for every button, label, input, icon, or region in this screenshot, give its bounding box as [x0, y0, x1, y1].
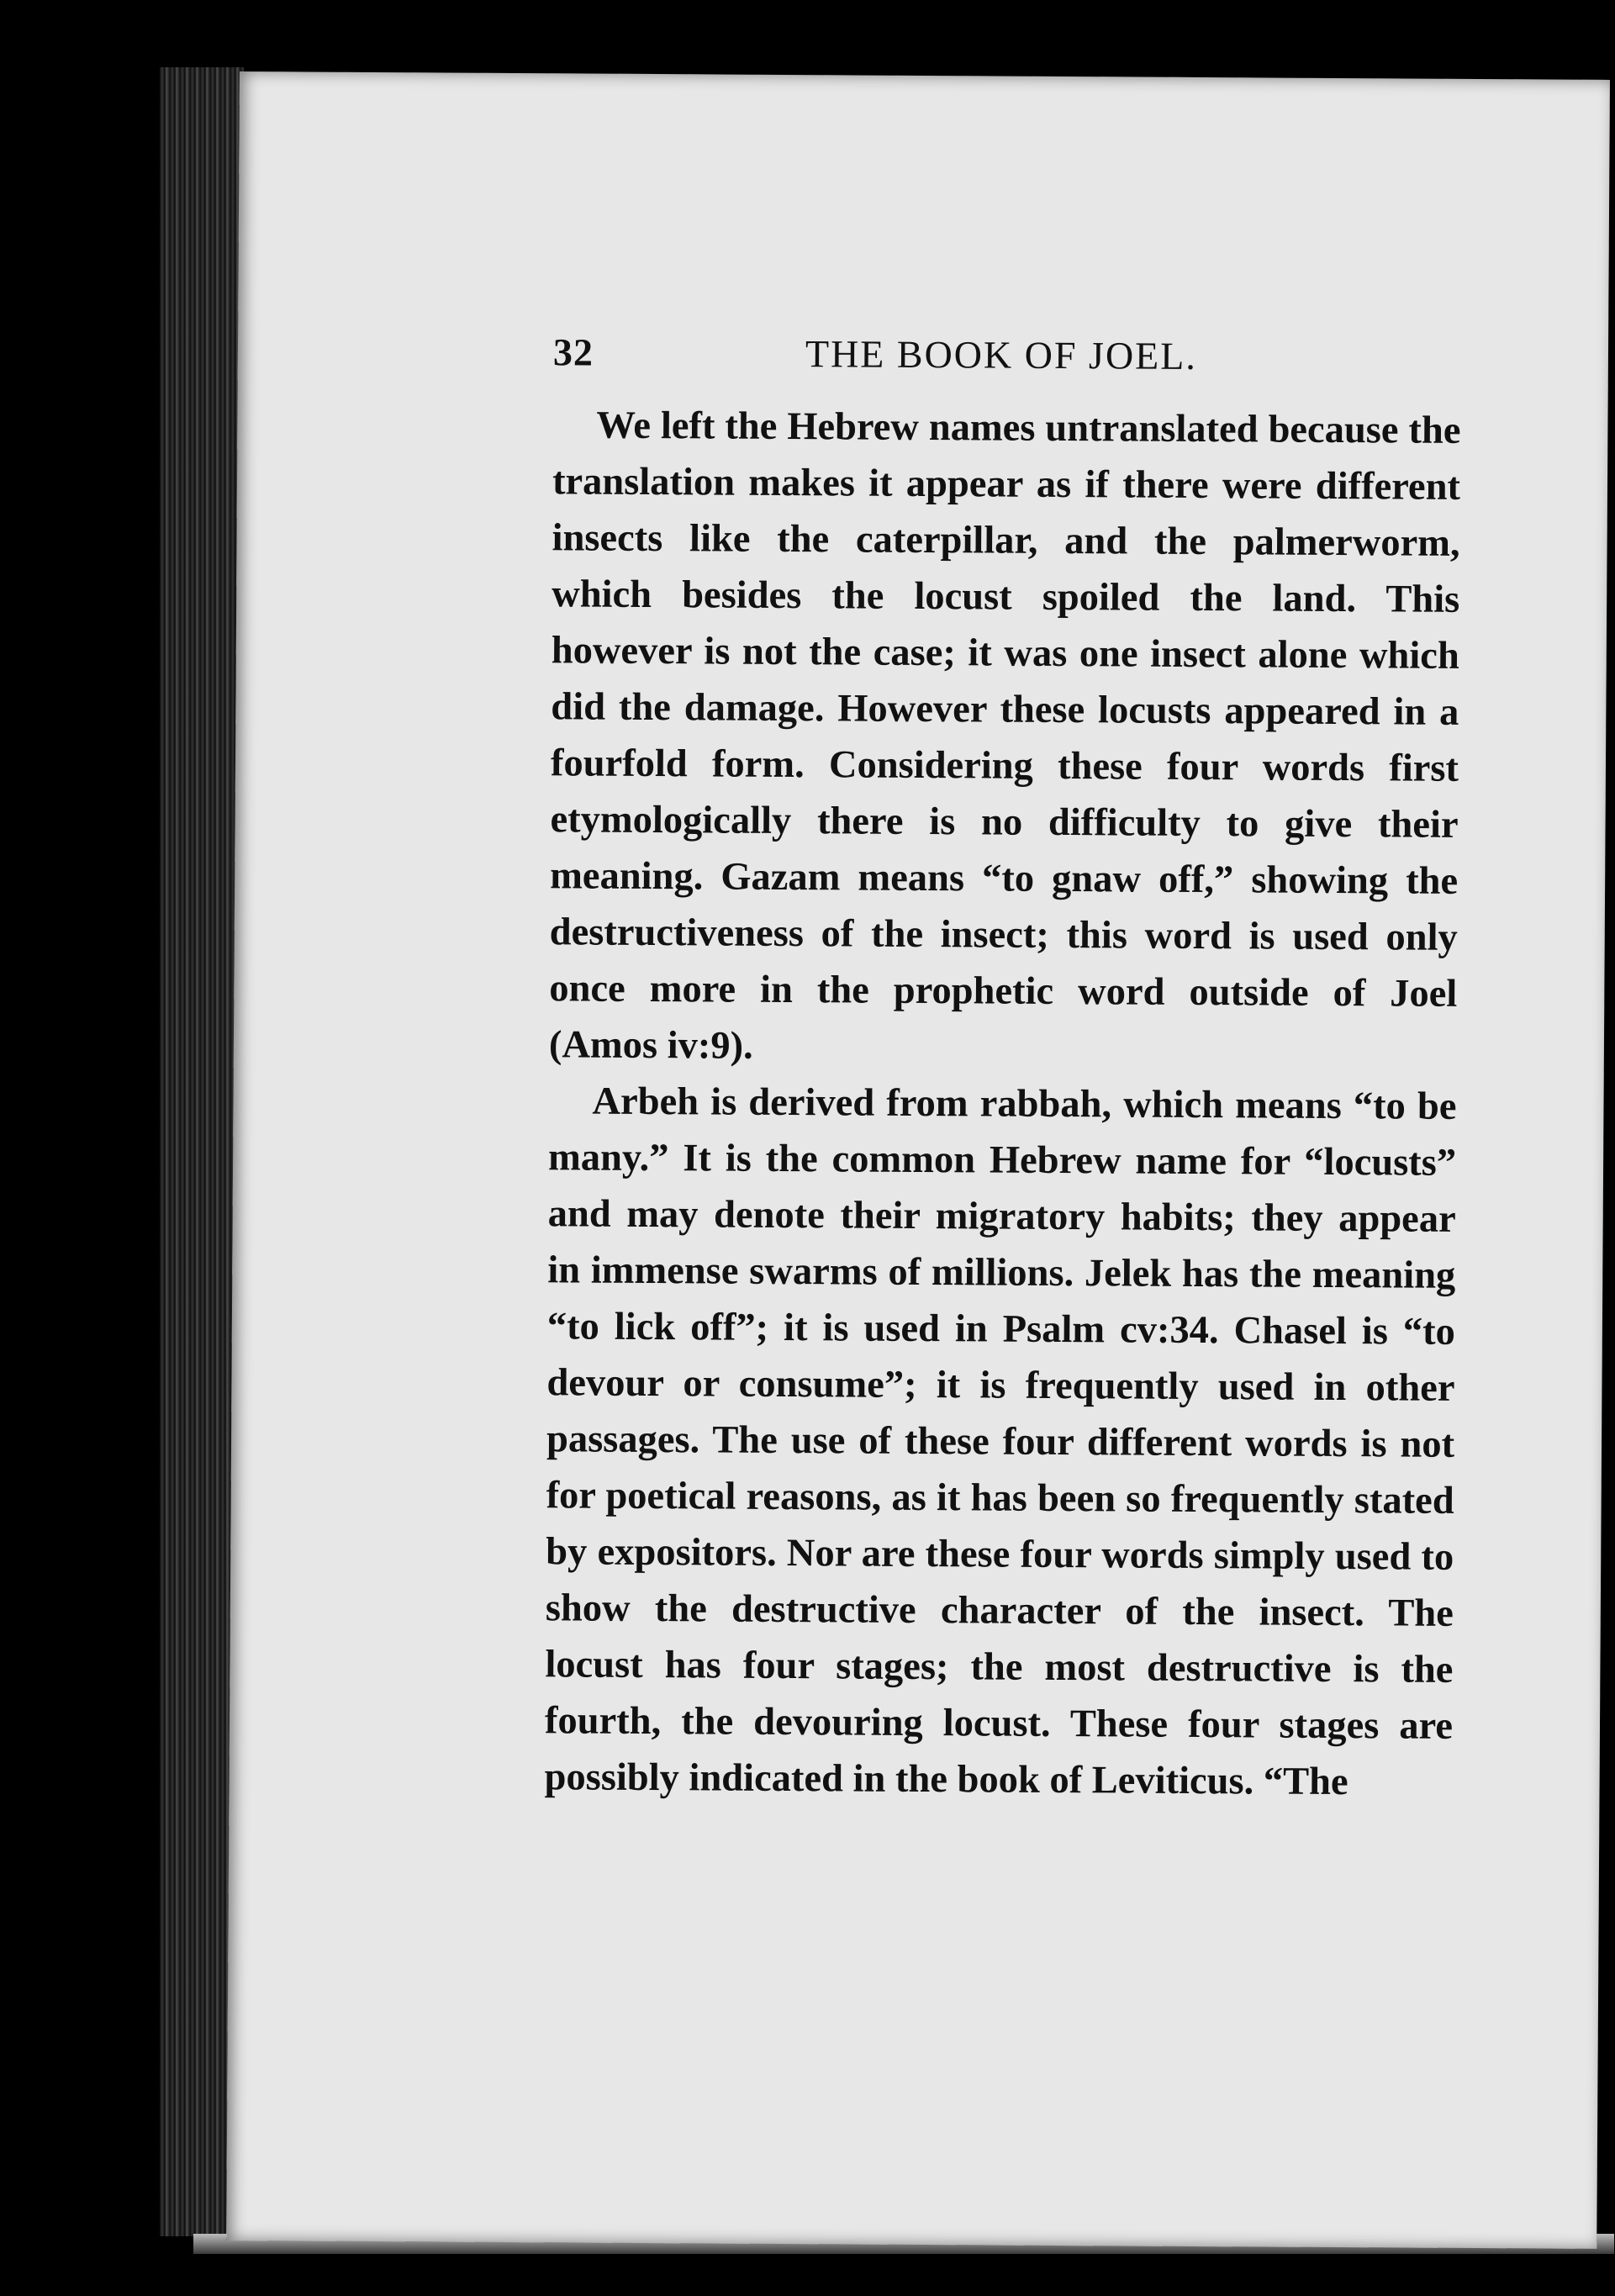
page-number: 32 — [552, 330, 594, 374]
book-page — [226, 71, 1610, 2249]
paragraph-1: We left the Hebrew names untranslated because the translation makes it appear as if there were different insects like the caterpillar, and the palmerworm, which besides the locust spoiled the land. This however is not the case; it was one insect alone which did the damage. However these locusts appeared in a fourfold form. Considering these four words first etymologically there is no difficulty to give their meaning. Gazam means “to gnaw off,” showing the destructiveness of the insect; this word is used only once more in the prophetic word outside of Joel (Amos iv:9). — [548, 404, 1461, 1068]
body-text — [544, 397, 1460, 1811]
running-header — [553, 330, 1461, 403]
running-title: THE BOOK OF JOEL. — [805, 332, 1198, 377]
page-content — [544, 330, 1461, 1811]
paragraph-2: Arbeh is derived from rabbah, which means “to be many.” It is the common Hebrew name for “locusts” and may denote their migratory habits; they appear in immense swarms of millions. Jelek has the meaning “to lick off”; it is used in Psalm cv:34. Chasel is “to devour or consume”; it is frequently used in other passages. The use of these four different words is not for poetical reasons, as it has been so frequently stated by expositors. Nor are these four words simply used to show the destructive character of the insect. The locust has four stages; the most destructive is the fourth, the devouring locust. These four stages are possibly indicated in the book of Leviticus. “The — [544, 1079, 1457, 1804]
